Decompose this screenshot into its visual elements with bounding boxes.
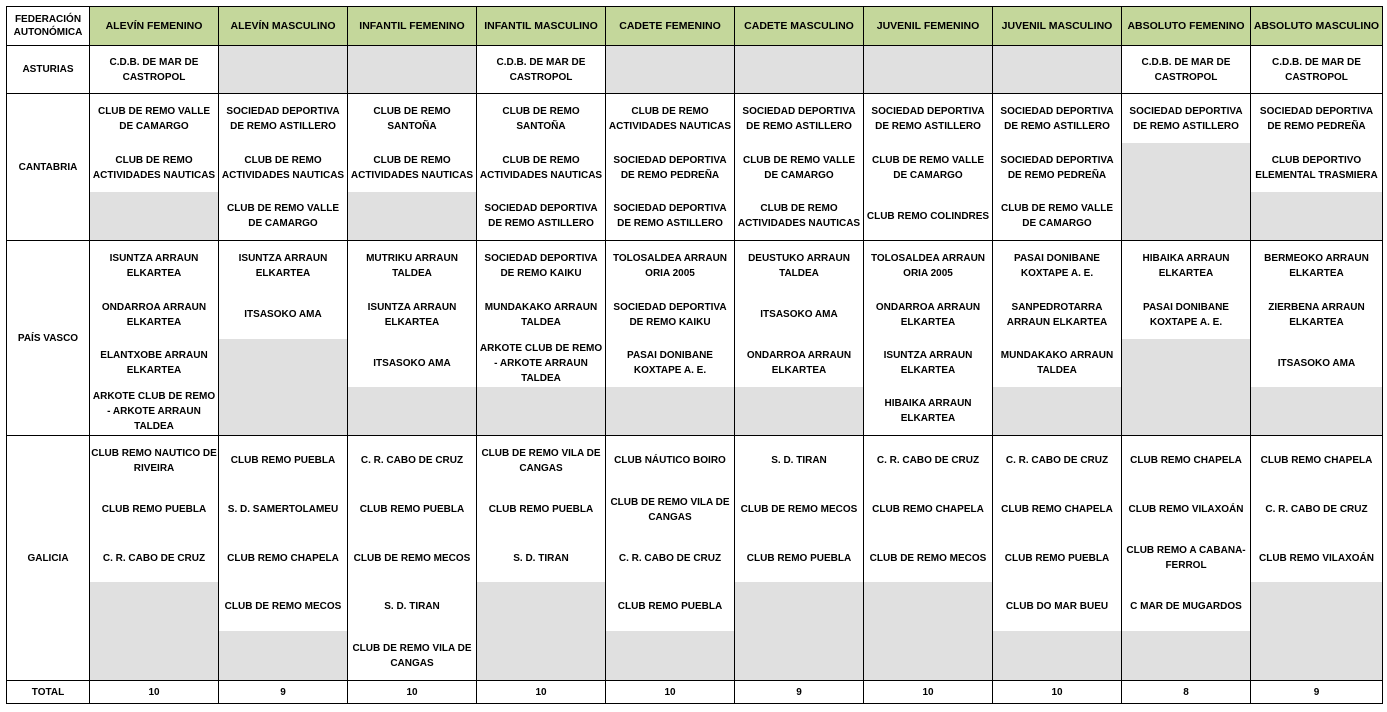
empty-cell [90, 192, 219, 241]
club-cell: CLUB DE REMO VILA DE CANGAS [606, 485, 735, 534]
empty-cell [1122, 143, 1251, 192]
federation-name: CANTABRIA [7, 94, 90, 241]
empty-cell [348, 387, 477, 436]
club-cell: CLUB DE REMO VILA DE CANGAS [348, 631, 477, 681]
empty-cell [1251, 192, 1383, 241]
club-cell: CLUB REMO NAUTICO DE RIVEIRA [90, 436, 219, 486]
club-cell: ELANTXOBE ARRAUN ELKARTEA [90, 339, 219, 387]
table-row [7, 534, 1383, 582]
club-cell: C. R. CABO DE CRUZ [348, 436, 477, 486]
club-cell: ISUNTZA ARRAUN ELKARTEA [90, 241, 219, 291]
empty-cell [606, 46, 735, 94]
empty-cell [735, 631, 864, 681]
club-cell: CLUB REMO PUEBLA [90, 485, 219, 534]
empty-cell [90, 631, 219, 681]
club-cell: CLUB REMO CHAPELA [219, 534, 348, 582]
total-value: 8 [1122, 681, 1251, 704]
club-cell: ONDARROA ARRAUN ELKARTEA [90, 290, 219, 339]
empty-cell [1251, 387, 1383, 436]
club-cell: ONDARROA ARRAUN ELKARTEA [735, 339, 864, 387]
club-cell: CLUB DE REMO ACTIVIDADES NAUTICAS [735, 192, 864, 241]
table-row [7, 241, 1383, 291]
empty-cell [864, 631, 993, 681]
header-row [7, 7, 1383, 46]
club-cell: ARKOTE CLUB DE REMO - ARKOTE ARRAUN TALDEA [90, 387, 219, 436]
club-cell: CLUB REMO PUEBLA [477, 485, 606, 534]
club-cell: C. R. CABO DE CRUZ [993, 436, 1122, 486]
club-cell: ISUNTZA ARRAUN ELKARTEA [219, 241, 348, 291]
club-cell: SOCIEDAD DEPORTIVA DE REMO KAIKU [477, 241, 606, 291]
club-cell: CLUB REMO PUEBLA [735, 534, 864, 582]
club-cell: CLUB DE REMO ACTIVIDADES NAUTICAS [348, 143, 477, 192]
club-cell: SOCIEDAD DEPORTIVA DE REMO ASTILLERO [1122, 94, 1251, 144]
club-cell: CLUB DE REMO VALLE DE CAMARGO [90, 94, 219, 144]
club-cell: DEUSTUKO ARRAUN TALDEA [735, 241, 864, 291]
total-value: 10 [606, 681, 735, 704]
club-cell: ITSASOKO AMA [1251, 339, 1383, 387]
table-row [7, 290, 1383, 339]
club-cell: ONDARROA ARRAUN ELKARTEA [864, 290, 993, 339]
federation-name: ASTURIAS [7, 46, 90, 94]
category-header: ALEVÍN MASCULINO [219, 7, 348, 46]
table-row [7, 143, 1383, 192]
federation-column-header: FEDERACIÓN AUTONÓMICA [7, 7, 90, 46]
total-value: 10 [348, 681, 477, 704]
club-cell: C. R. CABO DE CRUZ [90, 534, 219, 582]
club-cell: C.D.B. DE MAR DE CASTROPOL [1251, 46, 1383, 94]
club-cell: HIBAIKA ARRAUN ELKARTEA [864, 387, 993, 436]
club-cell: TOLOSALDEA ARRAUN ORIA 2005 [606, 241, 735, 291]
table-row [7, 46, 1383, 94]
club-cell: SOCIEDAD DEPORTIVA DE REMO ASTILLERO [477, 192, 606, 241]
club-cell: HIBAIKA ARRAUN ELKARTEA [1122, 241, 1251, 291]
table-row [7, 339, 1383, 387]
club-cell: CLUB REMO COLINDRES [864, 192, 993, 241]
club-cell: CLUB DE REMO SANTOÑA [348, 94, 477, 144]
empty-cell [864, 46, 993, 94]
club-cell: CLUB DE REMO ACTIVIDADES NAUTICAS [219, 143, 348, 192]
table-row [7, 192, 1383, 241]
empty-cell [1122, 192, 1251, 241]
club-cell: MUNDAKAKO ARRAUN TALDEA [993, 339, 1122, 387]
club-cell: PASAI DONIBANE KOXTAPE A. E. [1122, 290, 1251, 339]
table-row [7, 631, 1383, 681]
club-cell: CLUB DO MAR BUEU [993, 582, 1122, 631]
club-cell: C.D.B. DE MAR DE CASTROPOL [1122, 46, 1251, 94]
club-cell: C. R. CABO DE CRUZ [864, 436, 993, 486]
club-cell: MUTRIKU ARRAUN TALDEA [348, 241, 477, 291]
empty-cell [219, 46, 348, 94]
category-header: ABSOLUTO FEMENINO [1122, 7, 1251, 46]
club-cell: CLUB DE REMO MECOS [864, 534, 993, 582]
club-cell: CLUB DE REMO MECOS [735, 485, 864, 534]
category-header: ALEVÍN FEMENINO [90, 7, 219, 46]
empty-cell [219, 387, 348, 436]
club-cell: MUNDAKAKO ARRAUN TALDEA [477, 290, 606, 339]
club-cell: CLUB REMO PUEBLA [606, 582, 735, 631]
total-value: 10 [864, 681, 993, 704]
empty-cell [993, 387, 1122, 436]
club-cell: TOLOSALDEA ARRAUN ORIA 2005 [864, 241, 993, 291]
club-cell: C.D.B. DE MAR DE CASTROPOL [477, 46, 606, 94]
total-value: 9 [735, 681, 864, 704]
total-value: 9 [1251, 681, 1383, 704]
club-cell: SOCIEDAD DEPORTIVA DE REMO ASTILLERO [735, 94, 864, 144]
club-cell: CLUB REMO PUEBLA [219, 436, 348, 486]
club-cell: C. R. CABO DE CRUZ [606, 534, 735, 582]
empty-cell [735, 387, 864, 436]
empty-cell [735, 46, 864, 94]
club-cell: CLUB DE REMO MECOS [219, 582, 348, 631]
club-cell: CLUB DE REMO ACTIVIDADES NAUTICAS [606, 94, 735, 144]
club-cell: ISUNTZA ARRAUN ELKARTEA [348, 290, 477, 339]
club-cell: SANPEDROTARRA ARRAUN ELKARTEA [993, 290, 1122, 339]
total-value: 9 [219, 681, 348, 704]
club-cell: S. D. SAMERTOLAMEU [219, 485, 348, 534]
total-value: 10 [993, 681, 1122, 704]
club-cell: CLUB NÁUTICO BOIRO [606, 436, 735, 486]
table-row [7, 94, 1383, 144]
empty-cell [735, 582, 864, 631]
empty-cell [993, 46, 1122, 94]
empty-cell [1122, 339, 1251, 387]
category-header: INFANTIL FEMENINO [348, 7, 477, 46]
clubs-table [6, 6, 1383, 704]
club-cell: PASAI DONIBANE KOXTAPE A. E. [993, 241, 1122, 291]
table-row [7, 387, 1383, 436]
category-header: JUVENIL FEMENINO [864, 7, 993, 46]
empty-cell [1251, 582, 1383, 631]
club-cell: CLUB REMO PUEBLA [348, 485, 477, 534]
club-cell: ZIERBENA ARRAUN ELKARTEA [1251, 290, 1383, 339]
club-cell: BERMEOKO ARRAUN ELKARTEA [1251, 241, 1383, 291]
empty-cell [477, 582, 606, 631]
club-cell: PASAI DONIBANE KOXTAPE A. E. [606, 339, 735, 387]
club-cell: CLUB REMO CHAPELA [993, 485, 1122, 534]
club-cell: S. D. TIRAN [735, 436, 864, 486]
club-cell: SOCIEDAD DEPORTIVA DE REMO PEDREÑA [993, 143, 1122, 192]
club-cell: CLUB DE REMO SANTOÑA [477, 94, 606, 144]
empty-cell [993, 631, 1122, 681]
table-header [7, 7, 1383, 46]
table-row [7, 485, 1383, 534]
club-cell: CLUB REMO CHAPELA [1122, 436, 1251, 486]
category-header: ABSOLUTO MASCULINO [1251, 7, 1383, 46]
club-cell: CLUB DE REMO VALLE DE CAMARGO [993, 192, 1122, 241]
total-value: 10 [90, 681, 219, 704]
empty-cell [1122, 631, 1251, 681]
table-row [7, 582, 1383, 631]
club-cell: CLUB REMO VILAXOÁN [1122, 485, 1251, 534]
club-cell: S. D. TIRAN [348, 582, 477, 631]
empty-cell [348, 192, 477, 241]
category-header: JUVENIL MASCULINO [993, 7, 1122, 46]
club-cell: SOCIEDAD DEPORTIVA DE REMO KAIKU [606, 290, 735, 339]
club-cell: SOCIEDAD DEPORTIVA DE REMO ASTILLERO [993, 94, 1122, 144]
empty-cell [477, 631, 606, 681]
empty-cell [219, 631, 348, 681]
club-cell: ISUNTZA ARRAUN ELKARTEA [864, 339, 993, 387]
empty-cell [219, 339, 348, 387]
club-cell: SOCIEDAD DEPORTIVA DE REMO PEDREÑA [1251, 94, 1383, 144]
club-cell: SOCIEDAD DEPORTIVA DE REMO PEDREÑA [606, 143, 735, 192]
table-row [7, 436, 1383, 486]
club-cell: C MAR DE MUGARDOS [1122, 582, 1251, 631]
table-body [7, 46, 1383, 704]
empty-cell [606, 387, 735, 436]
empty-cell [477, 387, 606, 436]
club-cell: S. D. TIRAN [477, 534, 606, 582]
club-cell: SOCIEDAD DEPORTIVA DE REMO ASTILLERO [606, 192, 735, 241]
category-header: CADETE MASCULINO [735, 7, 864, 46]
federation-name: PAÍS VASCO [7, 241, 90, 436]
club-cell: CLUB DE REMO ACTIVIDADES NAUTICAS [90, 143, 219, 192]
club-cell: CLUB REMO VILAXOÁN [1251, 534, 1383, 582]
club-cell: C.D.B. DE MAR DE CASTROPOL [90, 46, 219, 94]
federation-name: GALICIA [7, 436, 90, 681]
club-cell: CLUB DE REMO VALLE DE CAMARGO [219, 192, 348, 241]
club-cell: ARKOTE CLUB DE REMO - ARKOTE ARRAUN TALDEA [477, 339, 606, 387]
total-value: 10 [477, 681, 606, 704]
total-row [7, 681, 1383, 704]
empty-cell [348, 46, 477, 94]
empty-cell [606, 631, 735, 681]
club-cell: CLUB DE REMO MECOS [348, 534, 477, 582]
club-cell: CLUB DE REMO VALLE DE CAMARGO [864, 143, 993, 192]
club-cell: ITSASOKO AMA [219, 290, 348, 339]
club-cell: SOCIEDAD DEPORTIVA DE REMO ASTILLERO [864, 94, 993, 144]
club-cell: SOCIEDAD DEPORTIVA DE REMO ASTILLERO [219, 94, 348, 144]
club-cell: CLUB REMO CHAPELA [1251, 436, 1383, 486]
empty-cell [90, 582, 219, 631]
club-cell: CLUB REMO A CABANA-FERROL [1122, 534, 1251, 582]
empty-cell [1251, 631, 1383, 681]
club-cell: CLUB DE REMO VALLE DE CAMARGO [735, 143, 864, 192]
category-header: CADETE FEMENINO [606, 7, 735, 46]
empty-cell [864, 582, 993, 631]
club-cell: CLUB REMO PUEBLA [993, 534, 1122, 582]
club-cell: ITSASOKO AMA [735, 290, 864, 339]
club-cell: CLUB DE REMO ACTIVIDADES NAUTICAS [477, 143, 606, 192]
club-cell: CLUB DE REMO VILA DE CANGAS [477, 436, 606, 486]
empty-cell [1122, 387, 1251, 436]
club-cell: C. R. CABO DE CRUZ [1251, 485, 1383, 534]
total-label: TOTAL [7, 681, 90, 704]
club-cell: ITSASOKO AMA [348, 339, 477, 387]
club-cell: CLUB REMO CHAPELA [864, 485, 993, 534]
club-cell: CLUB DEPORTIVO ELEMENTAL TRASMIERA [1251, 143, 1383, 192]
category-header: INFANTIL MASCULINO [477, 7, 606, 46]
